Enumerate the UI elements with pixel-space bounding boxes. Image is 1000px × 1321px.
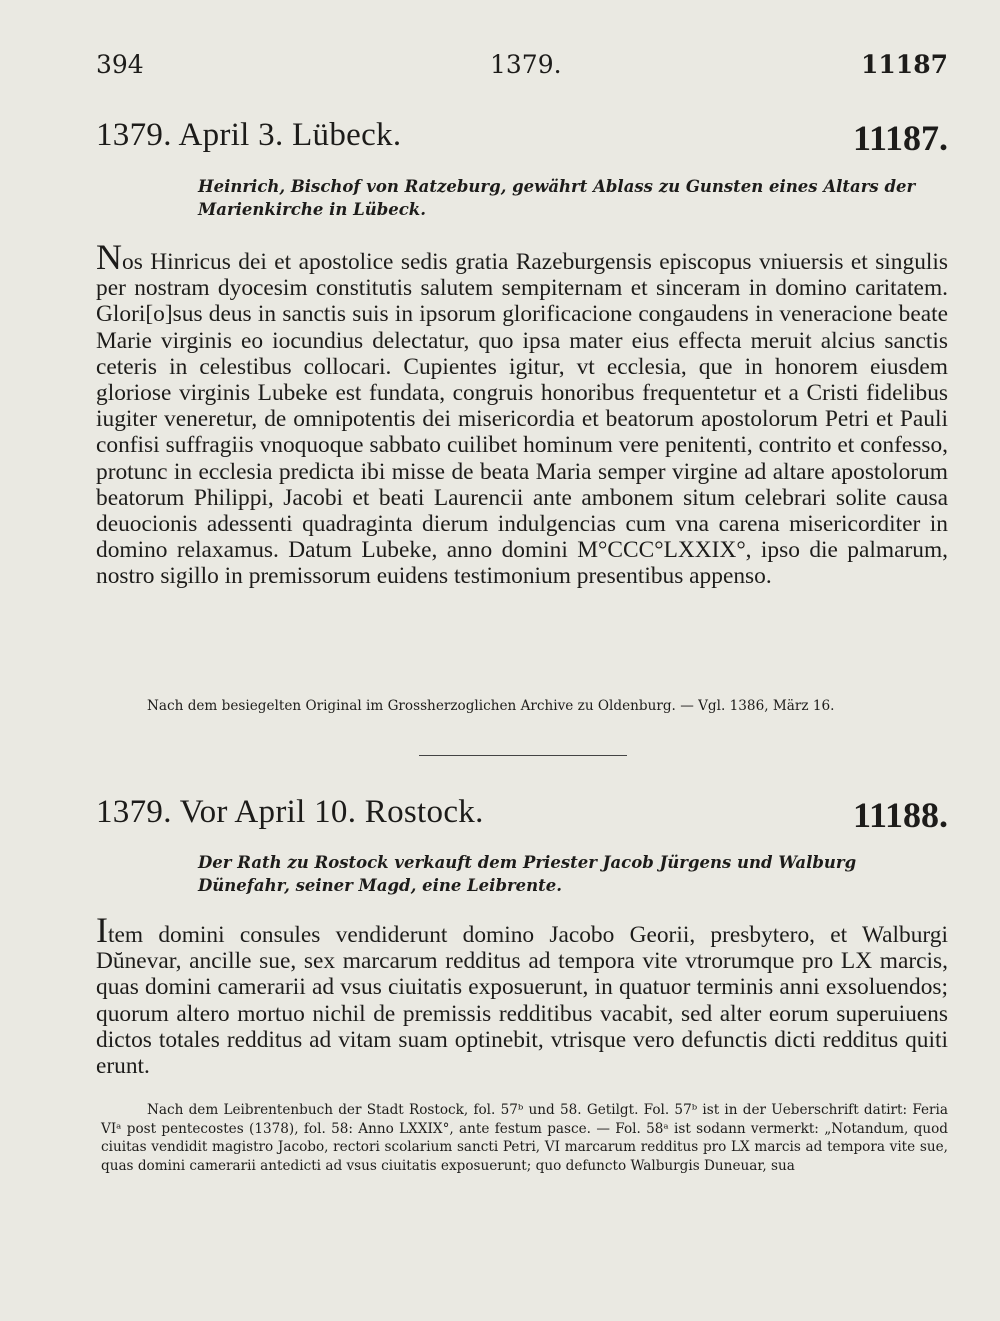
- running-head-entry-number: 11187: [861, 50, 948, 79]
- entry-text-body: tem domini consules vendiderunt domino Jacobo Georii, presbytero, et Walburgi Dŭnevar, ancille sue, sex marcarum redditus ad tempora vite vtrorumque pro LX marcis, quas domini camerarii ad vsus ciuitatis exposuerunt, in quatuor terminis anni exsoluendos; quorum altero mortuo nichil de premissis redditibus vacabit, sed alter eorum superuiuens dictos totales redditus ad vitam suam optinebit, vtrisque vero defunctis dicti redditus quiti erunt.: [96, 922, 948, 1080]
- running-head-year: 1379.: [490, 50, 562, 79]
- entry-date: 1379. Vor April 10. Rostock.: [96, 794, 484, 830]
- entry-number: 11188.: [852, 795, 948, 835]
- drop-initial: I: [96, 910, 108, 950]
- entry-text: [96, 910, 948, 1080]
- page-number: 394: [96, 50, 144, 79]
- section-divider: [419, 755, 627, 756]
- entry-text-body: os Hinricus dei et apostolice sedis gratia Razeburgensis episcopus vniuersis et singulis per nostram dyocesim constitutis salutem sempiternam et sinceram in domino caritatem. Glori[o]sus deus in sanctis suis in ipsorum glorificacione congaudens in veneracione beate Marie virginis eo iocundius delectatur, quo ipsa mater eius effecta meruit alcius sanctis ceteris in celestibus collocari. Cupientes igitur, vt ecclesia, que in honorem eiusdem gloriose virginis Lubeke est fundata, congruis honoribus frequentetur et a Cristi fidelibus iugiter veneretur, de omnipotentis dei misericordia et beatorum apostolorum Petri et Pauli confisi suffragiis vnoquoque sabbato cuilibet hominum vere penitenti, contrito et confesso, protunc in ecclesia predicta ibi misse de beata Maria semper virgine ad altare apostolorum beatorum Philippi, Jacobi et beati Laurencii ante ambonem situm celebrari solite causa deuocionis adessenti quadraginta dierum indulgencias cum vna carena misericorditer in domino relaxamus. Datum Lubeke, anno domini M°CCC°LXXIX°, ipso die palmarum, nostro sigillo in premissorum euidens testimonium presentibus appenso.: [96, 249, 948, 590]
- entry-summary: Der Rath zu Rostock verkauft dem Priester Jacob Jürgens und Walburg Dünefahr, seiner Magd, eine Leibrente.: [198, 853, 857, 895]
- entry-summary: Heinrich, Bischof von Ratzeburg, gewährt Ablass zu Gunsten eines Altars der Marienkirche in Lübeck.: [198, 177, 916, 219]
- running-head: [96, 50, 948, 86]
- entry-date: 1379. April 3. Lübeck.: [96, 117, 402, 153]
- source-note: Nach dem Leibrentenbuch der Stadt Rostock, fol. 57ᵇ und 58. Getilgt. Fol. 57ᵇ ist in der Ueberschrift datirt: Feria VIᵃ post pentecostes (1378), fol. 58: Anno LXXIX°, ante festum pasce. — Fol. 58ᵃ ist sodann vermerkt: „Notandum, quod ciuitas vendidit magistro Jacobo, rectori scolarium sancti Petri, VI marcarum redditus pro LX marcis ad tempora vite sue, quas domini camerarii antedicti ad vsus ciuitatis exposuerunt; quo defuncto Walburgis Duneuar, sua: [101, 1102, 948, 1175]
- entry-heading: [96, 117, 948, 161]
- source-note: Nach dem besiegelten Original im Grossherzoglichen Archive zu Oldenburg. — Vgl. 1386, März 16.: [147, 698, 835, 714]
- entry-heading: [96, 794, 948, 838]
- entry-number: 11187.: [852, 118, 948, 158]
- drop-initial: N: [96, 237, 122, 277]
- entry-text: [96, 237, 948, 590]
